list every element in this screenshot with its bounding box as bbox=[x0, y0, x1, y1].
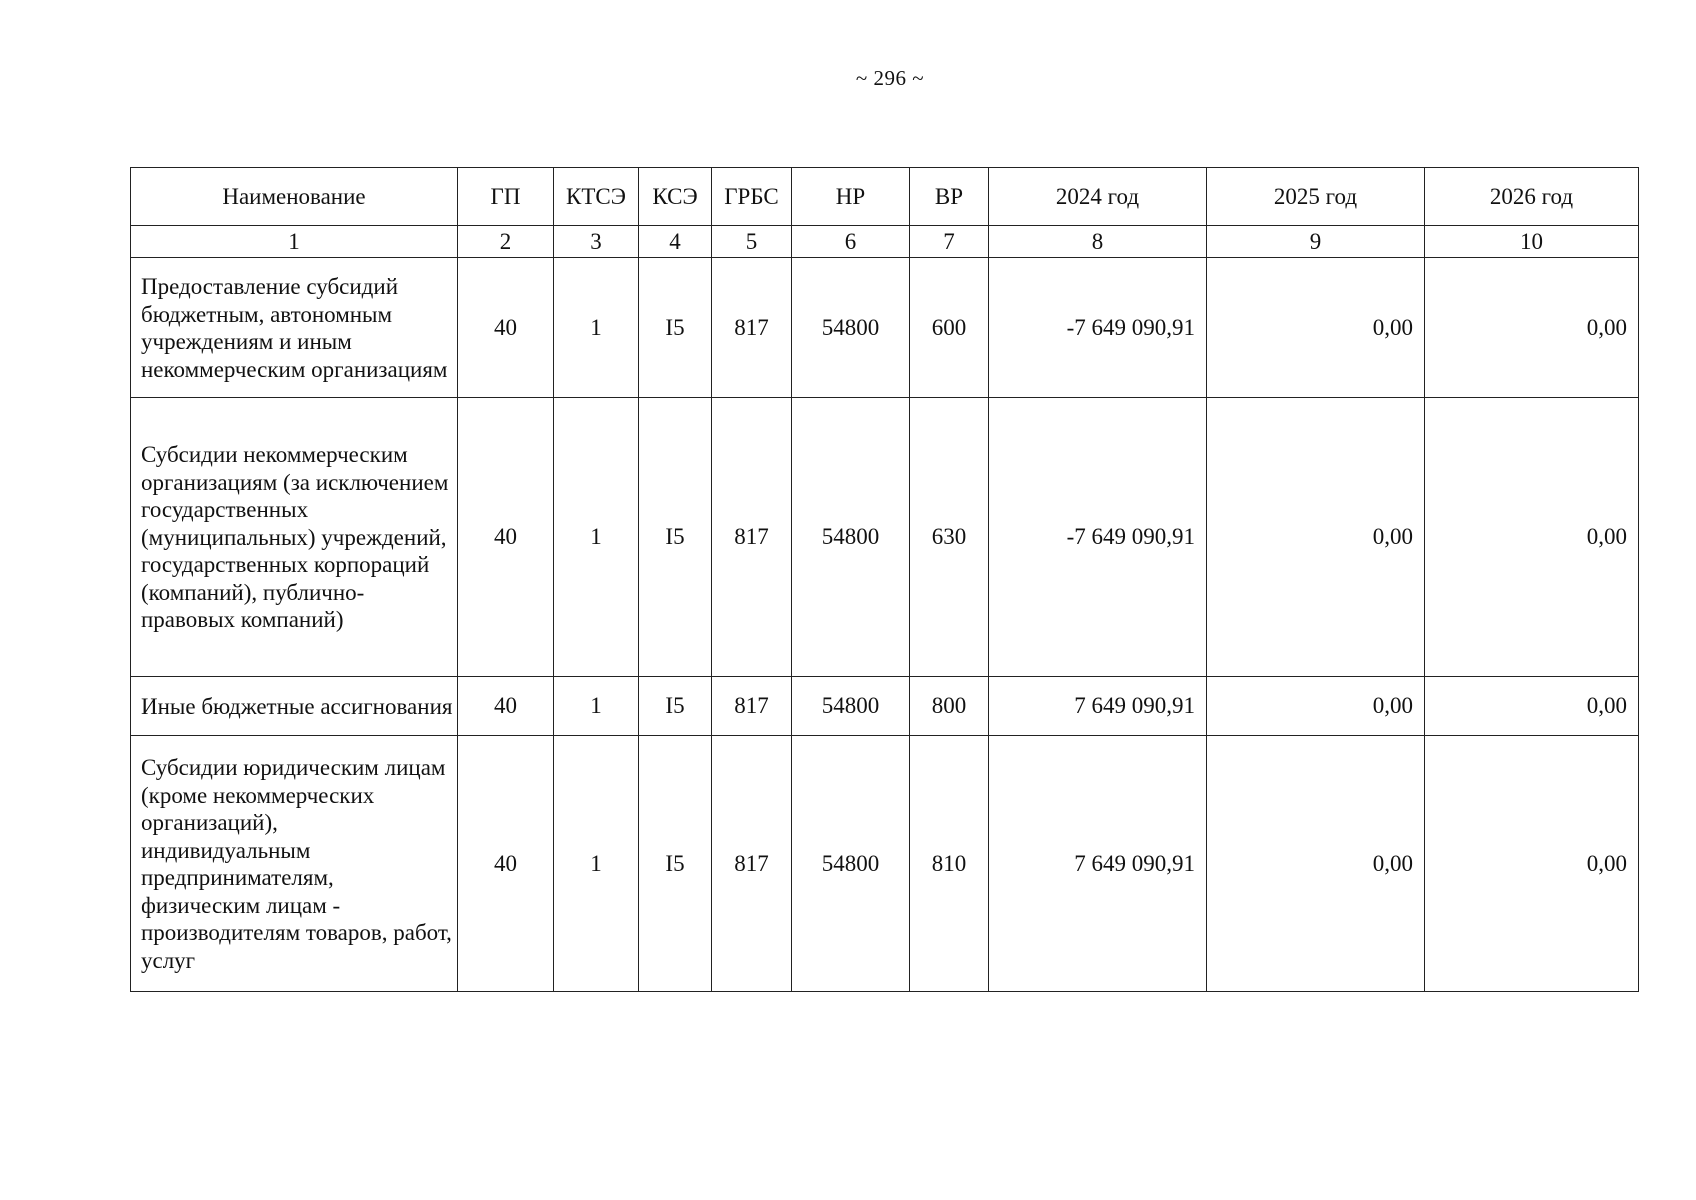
cell-grbs: 817 bbox=[712, 398, 792, 677]
table-row bbox=[131, 677, 1639, 736]
cell-grbs: 817 bbox=[712, 736, 792, 992]
column-number: 3 bbox=[554, 226, 639, 258]
cell-nr: 54800 bbox=[792, 736, 910, 992]
cell-2025: 0,00 bbox=[1207, 258, 1425, 398]
header-2025: 2025 год bbox=[1207, 168, 1425, 226]
cell-2024: -7 649 090,91 bbox=[989, 258, 1207, 398]
cell-vr: 810 bbox=[910, 736, 989, 992]
cell-vr: 800 bbox=[910, 677, 989, 736]
column-number: 1 bbox=[131, 226, 458, 258]
cell-2025: 0,00 bbox=[1207, 677, 1425, 736]
cell-2024: 7 649 090,91 bbox=[989, 736, 1207, 992]
cell-grbs: 817 bbox=[712, 677, 792, 736]
cell-2024: 7 649 090,91 bbox=[989, 677, 1207, 736]
header-2024: 2024 год bbox=[989, 168, 1207, 226]
budget-table bbox=[130, 167, 1639, 992]
table-row bbox=[131, 398, 1639, 677]
column-number: 6 bbox=[792, 226, 910, 258]
header-ktse: КТСЭ bbox=[554, 168, 639, 226]
row-name: Иные бюджетные ассигнования bbox=[131, 677, 458, 736]
row-name: Предоставление субсидий бюджетным, автономным учреждениям и иным некоммерческим организациям bbox=[131, 258, 458, 398]
table-row bbox=[131, 258, 1639, 398]
cell-ktse: 1 bbox=[554, 398, 639, 677]
cell-2026: 0,00 bbox=[1425, 258, 1639, 398]
header-gp: ГП bbox=[458, 168, 554, 226]
header-grbs: ГРБС bbox=[712, 168, 792, 226]
column-number: 9 bbox=[1207, 226, 1425, 258]
cell-kse: I5 bbox=[639, 677, 712, 736]
cell-ktse: 1 bbox=[554, 258, 639, 398]
header-row bbox=[131, 168, 1639, 226]
cell-2026: 0,00 bbox=[1425, 677, 1639, 736]
table-row bbox=[131, 736, 1639, 992]
cell-kse: I5 bbox=[639, 258, 712, 398]
cell-kse: I5 bbox=[639, 398, 712, 677]
cell-nr: 54800 bbox=[792, 677, 910, 736]
cell-2026: 0,00 bbox=[1425, 398, 1639, 677]
row-name: Субсидии юридическим лицам (кроме некоммерческих организаций), индивидуальным предпринимателям, физическим лицам - производителям товаров, работ, услуг bbox=[131, 736, 458, 992]
row-name: Субсидии некоммерческим организациям (за исключением государственных (муниципальных) учреждений, государственных корпораций (компаний), публично-правовых компаний) bbox=[131, 398, 458, 677]
cell-nr: 54800 bbox=[792, 258, 910, 398]
cell-grbs: 817 bbox=[712, 258, 792, 398]
header-vr: ВР bbox=[910, 168, 989, 226]
cell-gp: 40 bbox=[458, 398, 554, 677]
header-kse: КСЭ bbox=[639, 168, 712, 226]
cell-gp: 40 bbox=[458, 736, 554, 992]
column-number-row bbox=[131, 226, 1639, 258]
column-number: 10 bbox=[1425, 226, 1639, 258]
column-number: 5 bbox=[712, 226, 792, 258]
cell-ktse: 1 bbox=[554, 677, 639, 736]
cell-gp: 40 bbox=[458, 677, 554, 736]
cell-vr: 630 bbox=[910, 398, 989, 677]
cell-kse: I5 bbox=[639, 736, 712, 992]
cell-2025: 0,00 bbox=[1207, 736, 1425, 992]
cell-ktse: 1 bbox=[554, 736, 639, 992]
cell-2024: -7 649 090,91 bbox=[989, 398, 1207, 677]
cell-2026: 0,00 bbox=[1425, 736, 1639, 992]
cell-2025: 0,00 bbox=[1207, 398, 1425, 677]
page-number: ~ 296 ~ bbox=[855, 66, 925, 90]
column-number: 7 bbox=[910, 226, 989, 258]
cell-gp: 40 bbox=[458, 258, 554, 398]
cell-vr: 600 bbox=[910, 258, 989, 398]
cell-nr: 54800 bbox=[792, 398, 910, 677]
column-number: 8 bbox=[989, 226, 1207, 258]
column-number: 4 bbox=[639, 226, 712, 258]
header-2026: 2026 год bbox=[1425, 168, 1639, 226]
header-name: Наименование bbox=[131, 168, 458, 226]
column-number: 2 bbox=[458, 226, 554, 258]
header-nr: НР bbox=[792, 168, 910, 226]
